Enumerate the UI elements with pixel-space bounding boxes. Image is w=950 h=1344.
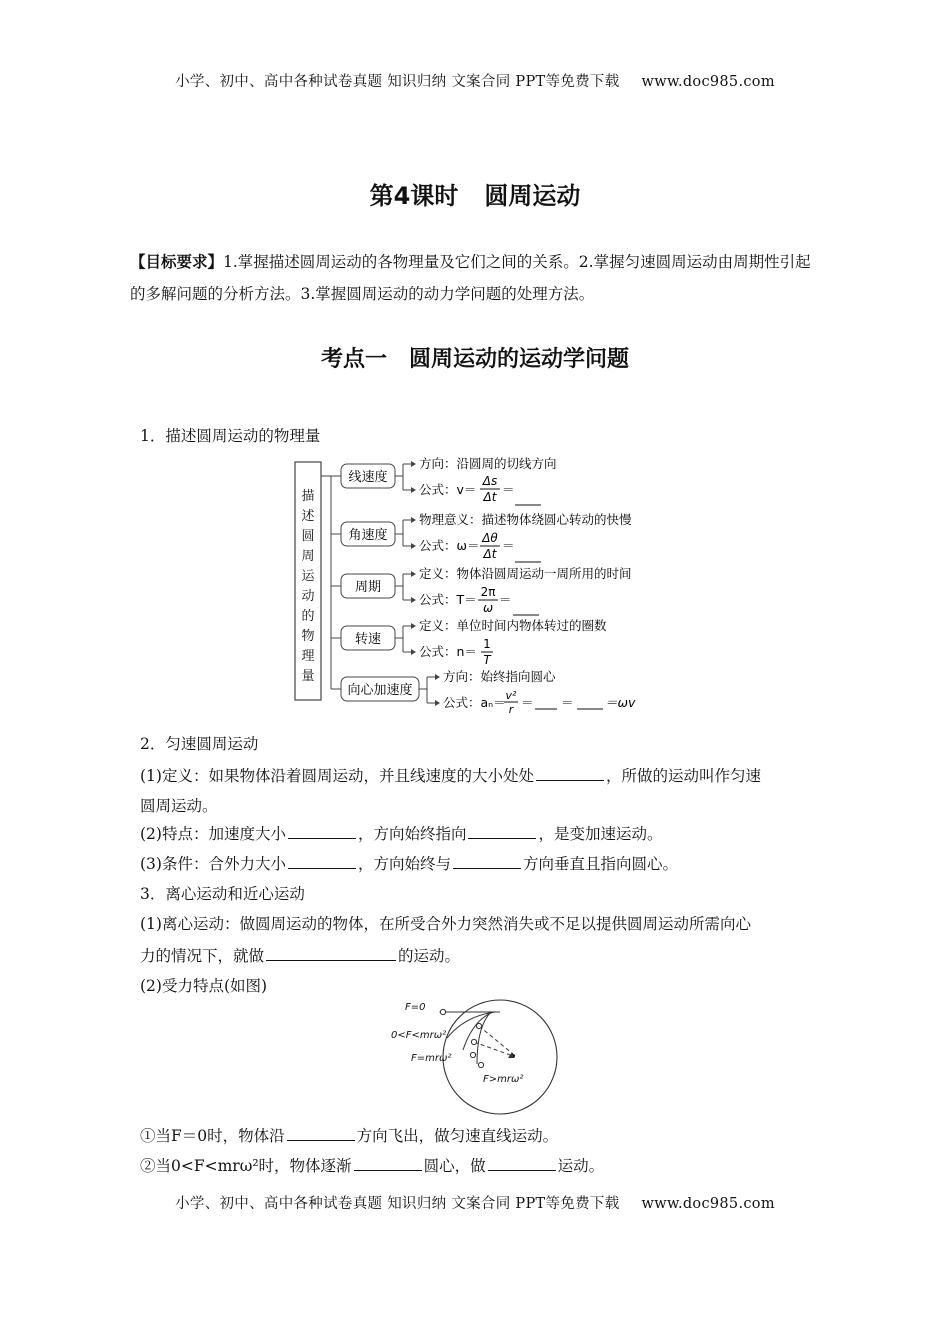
orbit-circle: [443, 1000, 557, 1114]
label-f-less: 0<F<mrω²: [391, 1030, 447, 1041]
frac-num: v²: [505, 689, 517, 702]
root-char: 理: [301, 649, 315, 664]
frac-num: 2π: [480, 585, 496, 599]
text-span: ，所做的运动叫作匀速: [605, 767, 761, 785]
s2-definition: [140, 764, 761, 786]
node-item: 公式：ω＝: [419, 538, 480, 553]
node-item: 公式：v＝: [419, 482, 477, 497]
answer-blank[interactable]: [453, 854, 521, 869]
answer-blank[interactable]: [266, 946, 396, 961]
answer-blank[interactable]: [354, 1156, 422, 1171]
goal-paragraph: [130, 246, 820, 310]
text-span: 方向飞出，做匀速直线运动。: [356, 1127, 559, 1145]
text-span: 圆心，做: [423, 1157, 486, 1175]
s3-item-1: [140, 1124, 558, 1146]
force-figure: [385, 998, 565, 1118]
frac-den: ω: [482, 601, 494, 615]
text-span: ，方向始终与: [357, 855, 451, 873]
root-char: 周: [301, 549, 315, 564]
banner-text: 小学、初中、高中各种试卷真题 知识归纳 文案合同 PPT等免费下载: [175, 1196, 620, 1212]
eq-sign: ＝: [502, 538, 515, 553]
frac-num: 1: [483, 637, 491, 651]
s2-heading: 2．匀速圆周运动: [140, 735, 259, 753]
frac-tail: ＝ωv: [605, 695, 636, 710]
node-item: 方向：沿圆周的切线方向: [419, 456, 557, 471]
node-label: 角速度: [348, 528, 388, 543]
node-item: 公式：T＝: [419, 592, 477, 607]
answer-blank[interactable]: [536, 766, 604, 781]
banner-url[interactable]: www.doc985.com: [641, 1196, 775, 1212]
eq-sign: ＝: [561, 695, 574, 710]
s3-item-2: [140, 1154, 604, 1176]
bottom-banner: [0, 1192, 950, 1213]
text-span: (1)定义：如果物体沿着圆周运动，并且线速度的大小处处: [140, 767, 534, 785]
goal-tag: 【目标要求】: [130, 253, 224, 271]
page-title: [0, 176, 950, 211]
answer-blank[interactable]: [287, 1126, 355, 1141]
frac-den: T: [483, 653, 491, 667]
node-label: 周期: [354, 580, 382, 595]
s2-feature: [140, 822, 663, 844]
frac-den: r: [508, 703, 514, 716]
s3-centrifugal: (1)离心运动：做圆周运动的物体，在所受合外力突然消失或不足以提供圆周运动所需向心: [140, 915, 751, 933]
node-item: 物理意义：描述物体绕圆心转动的快慢: [419, 512, 632, 527]
eq-sign: ＝: [502, 482, 515, 497]
frac-den: Δt: [483, 490, 497, 504]
s1-heading: 1．描述圆周运动的物理量: [140, 427, 321, 445]
text-span: ，是变加速运动。: [538, 825, 663, 843]
node-item: 方向：始终指向圆心: [443, 669, 556, 684]
eq-sign: ＝: [521, 695, 534, 710]
root-char: 述: [301, 509, 315, 524]
label-f-equal: F=mrω²: [411, 1053, 452, 1064]
node-item: 公式：aₙ＝: [443, 695, 506, 710]
node-label: 转速: [354, 632, 382, 647]
label-f-greater: F>mrω²: [483, 1074, 524, 1085]
banner-url[interactable]: www.doc985.com: [641, 74, 775, 90]
text-span: (2)特点：加速度大小: [140, 825, 286, 843]
node-item: 定义：物体沿圆周运动一周所用的时间: [419, 566, 632, 581]
text-span: 运动。: [557, 1157, 605, 1175]
answer-blank[interactable]: [488, 1156, 556, 1171]
s3-centrifugal-cont: [140, 944, 460, 966]
answer-blank[interactable]: [468, 824, 536, 839]
frac-den: Δt: [483, 547, 497, 561]
frac-num: Δθ: [482, 531, 498, 545]
banner-text: 小学、初中、高中各种试卷真题 知识归纳 文案合同 PPT等免费下载: [175, 74, 620, 90]
concept-diagram: [285, 456, 685, 716]
answer-blank[interactable]: [288, 824, 356, 839]
node-label: 线速度: [348, 470, 388, 485]
text-span: 的运动。: [398, 947, 461, 965]
s3-force: (2)受力特点(如图): [140, 977, 268, 995]
text-span: ②当0<F<mrω²时，物体逐渐: [140, 1157, 352, 1175]
s3-heading: 3．离心运动和近心运动: [140, 885, 305, 903]
top-banner: [0, 70, 950, 91]
frac-num: Δs: [482, 474, 498, 488]
node-label: 向心加速度: [347, 683, 413, 698]
answer-blank[interactable]: [288, 854, 356, 869]
text-span: 力的情况下，就做: [140, 947, 265, 965]
node-item: 定义：单位时间内物体转过的圈数: [419, 618, 607, 633]
s2-condition: [140, 852, 678, 874]
root-char: 动: [301, 589, 315, 604]
text-span: ①当F＝0时，物体沿: [140, 1127, 285, 1145]
label-f-zero: F=0: [405, 1002, 426, 1013]
text-span: 方向垂直且指向圆心。: [522, 855, 678, 873]
root-char: 运: [301, 569, 315, 584]
section-title: 考点一 圆周运动的运动学问题: [320, 347, 629, 372]
node-item: 公式：n＝: [419, 644, 477, 659]
root-char: 的: [301, 609, 315, 624]
title-topic: 圆周运动: [484, 182, 581, 210]
eq-sign: ＝: [499, 592, 512, 607]
root-char: 物: [301, 629, 315, 644]
root-char: 描: [301, 489, 315, 504]
root-char: 量: [301, 669, 315, 684]
goal-text: 1.掌握描述圆周运动的各物理量及它们之间的关系。2.掌握匀速圆周运动由周期性引起的多解问题的分析方法。3.掌握圆周运动的动力学问题的处理方法。: [130, 253, 811, 303]
title-lesson: 第4课时: [369, 182, 459, 210]
text-span: ，方向始终指向: [357, 825, 467, 843]
text-span: (3)条件：合外力大小: [140, 855, 286, 873]
s2-definition-cont: 圆周运动。: [140, 797, 218, 815]
root-char: 圆: [301, 529, 315, 544]
